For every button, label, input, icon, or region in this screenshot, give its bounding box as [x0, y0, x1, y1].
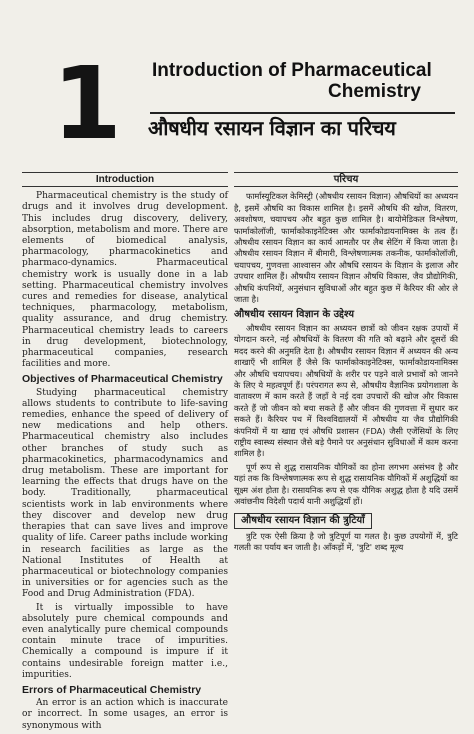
errors-paragraph-hindi: त्रुटि एक ऐसी क्रिया है जो त्रुटिपूर्ण या गलत है। कुछ उपयोगों में, त्रुटि गलती का पर्याय बन जाती है। आँकड़ों में, 'त्रुटि' शब्द मूल्य: [234, 530, 458, 553]
objectives-paragraph-2-hindi: पूर्ण रूप से शुद्ध रासायनिक यौगिकों का होना लगभग असंभव है और यहां तक कि विश्लेषणात्मक रूप से शुद्ध रासायनिक यौगिकों में अशुद्धियों का सूक्ष्म अंश होता है। रासायनिक रूप से एक यौगिक अशुद्ध होता है यदि उसमें अवांछनीय विदेशी पदार्थ यानी अशुद्धियाँ हों।: [234, 461, 458, 506]
objectives-paragraph-1: Studying pharmaceutical chemistry allows students to contribute to life-saving remedies, enhance the speed of delivery of new medications and help others. Pharmaceutical chemistry also includes other branches of study such as pharmacokinetics, pharmacodynamics and drug metabolism. These are important for learning the effects that drugs have on the body. Traditionally, pharmaceutical scientists work in lab environments where they discover and develop new drug therapies that can save lives and improve quality of life. Career paths include working in research facilities as large as the National Institutes of Health at pharmaceutical or biotechnology companies in universities or for agencies such as the Food and Drug Administration (FDA).: [22, 387, 228, 600]
chapter-title-hindi: औषधीय रसायन विज्ञान का परिचय: [148, 116, 396, 140]
objectives-paragraph-2: It is virtually impossible to have absolutely pure chemical compounds and even analytically pure chemical compounds contain minute trace of impurities. Chemically a compound is impure if it contains undesirable foreign matter i.e., impurities.: [22, 602, 228, 680]
intro-heading-hindi: परिचय: [234, 172, 458, 187]
objectives-heading-hindi: औषधीय रसायन विज्ञान के उद्देश्य: [234, 309, 355, 321]
hindi-column: [234, 172, 458, 556]
chapter-title-english: [152, 60, 452, 102]
chapter-title-line2: Chemistry: [328, 81, 421, 102]
errors-paragraph: An error is an action which is inaccurate or incorrect. In some usages, an error is synonymous with: [22, 698, 228, 731]
objectives-paragraph-1-hindi: औषधीय रसायन विज्ञान का अध्ययन छात्रों को जीवन रक्षक उपायों में योगदान करने, नई औषधियों के वितरण की गति को बढ़ाने और दूसरों की मदद करने की अनुमति देता है। औषधीय रसायन विज्ञान में अध्ययन की अन्य शाखाएँ भी शामिल हैं जैसे कि फार्माकोकाइनेटिक्स, फार्माकोडायनामिक्स और औषधि चयापचय। औषधियों के शरीर पर पड़ने वाले प्रभावों को जानने के लिए ये महत्वपूर्ण हैं। परंपरागत रूप से, औषधीय वैज्ञानिक प्रयोगशाला के वातावरण में काम करते हैं जहाँ वे नई दवा उपचारों की खोज और विकास करते हैं जो जीवन को बचा सकते हैं और जीवन की गुणवत्ता में सुधार कर सकते हैं। कैरियर पथ में विश्वविद्यालयों में औषधीय या जैव प्रौद्योगिकी कंपनियों में या खाद्य एवं औषधि प्रशासन (FDA) जैसी एजेंसियों के लिए राष्ट्रीय स्वास्थ्य संस्थान जैसे बड़े पैमाने पर अनुसंधान सुविधाओं में काम करना शामिल है।: [234, 322, 458, 459]
english-column: [22, 172, 228, 734]
errors-heading-hindi: औषधीय रसायन विज्ञान की त्रुटियाँ: [234, 513, 372, 528]
title-divider: [150, 112, 455, 114]
errors-heading: Errors of Pharmaceutical Chemistry: [22, 683, 202, 696]
objectives-heading: Objectives of Pharmaceutical Chemistry: [22, 373, 223, 386]
intro-heading: Introduction: [22, 172, 228, 187]
intro-paragraph-hindi: फार्मास्यूटिकल केमिस्ट्री (औषधीय रसायन विज्ञान) औषधियों का अध्ययन है, इसमें औषधि का विकास शामिल है। इसमें औषधि की खोज, वितरण, अवशोषण, चयापचय और बहुत कुछ शामिल है। बायोमेडिकल विश्लेषण, फार्माकोलॉजी, फार्माकोकाइनेटिक्स और फार्माकोडायनामिक्स के तत्व हैं। औषधीय रसायन विज्ञान का कार्य आमतौर पर लैब सेटिंग में किया जाता है। औषधीय रसायन विज्ञान में बीमारी, विश्लेषणात्मक तकनीक, फार्माकोलॉजी, चयापचय, गुणवत्ता आश्वासन और औषधि रसायन के विज्ञान के इलाज और उपचार शामिल हैं। औषधीय रसायन विज्ञान औषधि विकास, जैव प्रौद्योगिकी, औषधि कंपनियों, अनुसंधान सुविधाओं और बहुत कुछ में कैरियर की ओर ले जाता है।: [234, 191, 458, 305]
chapter-title-line1: Introduction of Pharmaceutical: [152, 60, 432, 81]
intro-paragraph: Pharmaceutical chemistry is the study of drugs and it involves drug development. This includes drug discovery, delivery, absorption, metabolism and more. There are elements of biomedical analysis, pharmacology, pharmacokinetics and pharmaco-dynamics. Pharmaceutical chemistry work is usually done in a lab setting. Pharmaceutical chemistry involves cures and remedies for disease, analytical techniques, pharmacology, metabolism, quality assurance, and drug chemistry. Pharmaceutical chemistry leads to careers in drug development, biotechnology, pharmaceutical companies, research facilities and more.: [22, 191, 228, 370]
chapter-number: 1: [52, 45, 122, 162]
